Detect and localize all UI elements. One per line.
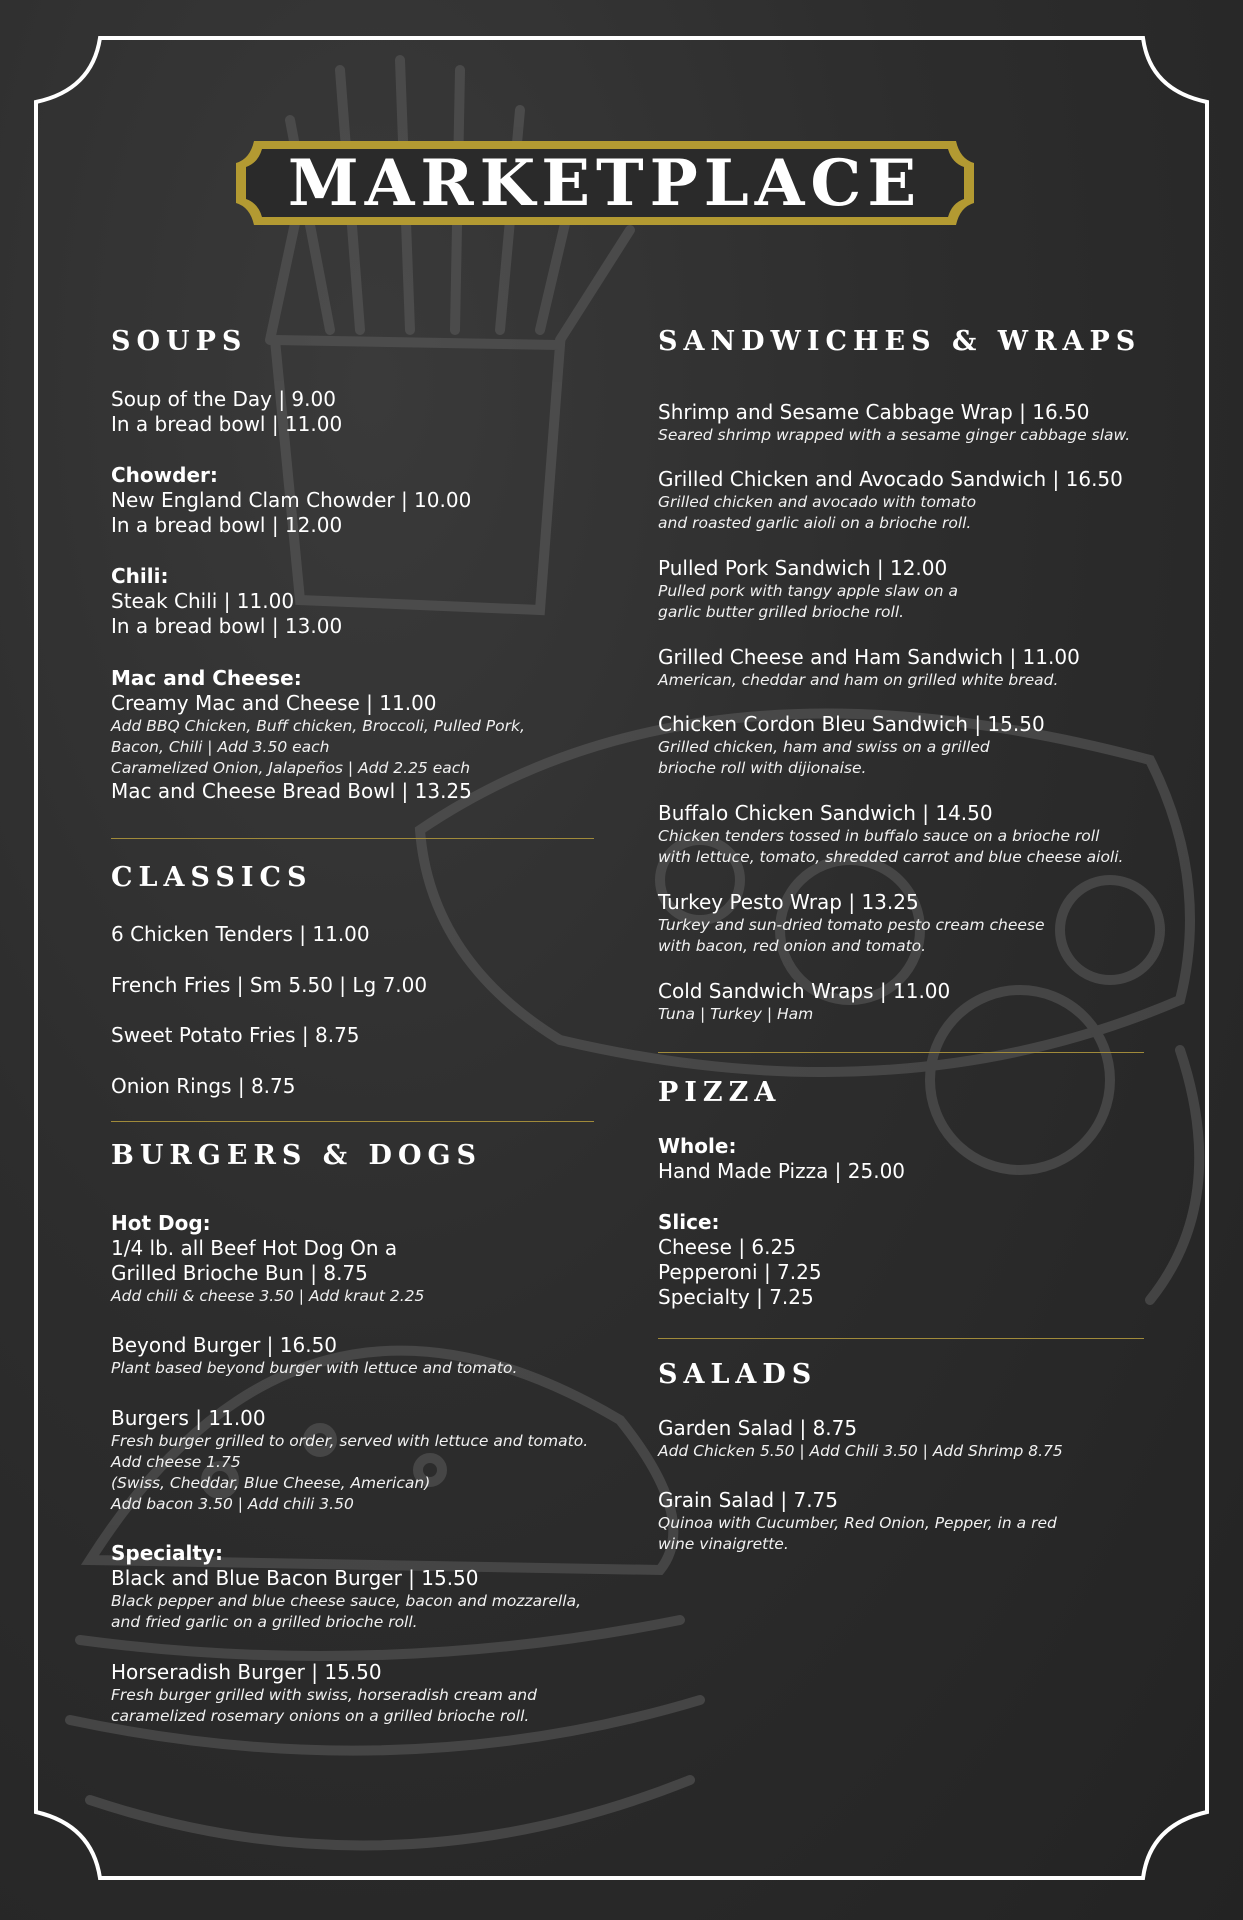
menu-description: Pulled pork with tangy apple slaw on a [658,582,958,600]
menu-line: Onion Rings | 8.75 [111,1074,296,1098]
menu-line: Hand Made Pizza | 25.00 [658,1159,906,1183]
menu-description: caramelized rosemary onions on a grilled brioche roll. [111,1707,530,1725]
classics-item [111,1074,611,1099]
menu-line: Beyond Burger | 16.50 [111,1333,338,1357]
salads-heading: SALADS [658,1359,818,1390]
menu-line: Cheese | 6.25 [658,1235,796,1259]
menu-line: Grilled Cheese and Ham Sandwich | 11.00 [658,645,1080,669]
menu-line: 1/4 lb. all Beef Hot Dog On a [111,1236,398,1260]
menu-line: Pepperoni | 7.25 [658,1260,822,1284]
menu-description: and fried garlic on a grilled brioche roll. [111,1613,418,1631]
chili-item [111,564,611,639]
menu-description: Grilled chicken and avocado with tomato [658,493,977,511]
menu-description: with lettuce, tomato, shredded carrot and blue cheese aioli. [658,848,1124,866]
menu-description: Caramelized Onion, Jalapeños | Add 2.25 each [111,759,471,777]
menu-line: Turkey Pesto Wrap | 13.25 [658,890,919,914]
menu-description: garlic butter grilled brioche roll. [658,603,905,621]
menu-line: Steak Chili | 11.00 [111,589,295,613]
menu-line: Soup of the Day | 9.00 [111,387,336,411]
burgers-heading: BURGERS & DOGS [111,1140,483,1171]
menu-line: Cold Sandwich Wraps | 11.00 [658,979,951,1003]
menu-line: Sweet Potato Fries | 8.75 [111,1023,360,1047]
menu-line: Specialty | 7.25 [658,1285,814,1309]
menu-description: and roasted garlic aioli on a brioche roll. [658,514,972,532]
sandwich-item [658,801,1178,868]
menu-line: In a bread bowl | 13.00 [111,614,343,638]
menu-description: Add Chicken 5.50 | Add Chili 3.50 | Add Shrimp 8.75 [658,1442,1063,1460]
menu-line: Creamy Mac and Cheese | 11.00 [111,691,437,715]
classics-heading: CLASSICS [111,862,313,893]
menu-description: wine vinaigrette. [658,1535,789,1553]
soup-of-day-item [111,387,611,437]
mac-label: Mac and Cheese: [111,666,302,690]
menu-line: In a bread bowl | 12.00 [111,513,343,537]
menu-line: Mac and Cheese Bread Bowl | 13.25 [111,779,472,803]
menu-description: (Swiss, Cheddar, Blue Cheese, American) [111,1474,431,1492]
menu-line: Burgers | 11.00 [111,1406,266,1430]
grain-salad-item [658,1488,1178,1555]
sandwich-item [658,890,1178,957]
sandwich-item [658,712,1178,779]
menu-description: Chicken tenders tossed in buffalo sauce on a brioche roll [658,827,1100,845]
menu-line: Shrimp and Sesame Cabbage Wrap | 16.50 [658,400,1090,424]
menu-line: Buffalo Chicken Sandwich | 14.50 [658,801,993,825]
menu-description: Grilled chicken, ham and swiss on a grilled [658,738,990,756]
menu-description: with bacon, red onion and tomato. [658,937,927,955]
menu-line: Chicken Cordon Bleu Sandwich | 15.50 [658,712,1045,736]
menu-description: Bacon, Chili | Add 3.50 each [111,738,330,756]
menu-description: Tuna | Turkey | Ham [658,1005,814,1023]
beyond-burger-item [111,1333,631,1379]
menu-line: New England Clam Chowder | 10.00 [111,488,472,512]
menu-description: brioche roll with dijionaise. [658,759,867,777]
menu-line: Garden Salad | 8.75 [658,1416,858,1440]
section-divider [658,1052,1144,1053]
menu-description: Black pepper and blue cheese sauce, bacon and mozzarella, [111,1592,582,1610]
chili-label: Chili: [111,564,169,588]
menu-line: Horseradish Burger | 15.50 [111,1660,382,1684]
menu-line: Grain Salad | 7.75 [658,1488,839,1512]
specialty-burger-item [111,1541,631,1633]
sandwiches-heading: SANDWICHES & WRAPS [658,326,1142,357]
menu-line: Grilled Brioche Bun | 8.75 [111,1261,368,1285]
menu-description: Plant based beyond burger with lettuce and tomato. [111,1359,518,1377]
menu-description: American, cheddar and ham on grilled white bread. [658,671,1059,689]
menu-line: Pulled Pork Sandwich | 12.00 [658,556,948,580]
title-banner [232,137,978,229]
slice-label: Slice: [658,1210,720,1234]
menu-description: Add BBQ Chicken, Buff chicken, Broccoli, Pulled Pork, [111,717,525,735]
menu-description: Fresh burger grilled to order, served with lettuce and tomato. [111,1432,589,1450]
menu-line: In a bread bowl | 11.00 [111,412,343,436]
menu-description: Seared shrimp wrapped with a sesame ginger cabbage slaw. [658,426,1131,444]
hot-dog-label: Hot Dog: [111,1211,211,1235]
classics-item [111,922,611,947]
chowder-label: Chowder: [111,463,218,487]
classics-item [111,973,611,998]
sandwich-item [658,645,1178,691]
pizza-whole-item [658,1134,1158,1184]
menu-description: Add bacon 3.50 | Add chili 3.50 [111,1495,354,1513]
section-divider [658,1338,1144,1339]
menu-description: Add cheese 1.75 [111,1453,241,1471]
sandwich-item [658,979,1178,1025]
specialty-label: Specialty: [111,1541,223,1565]
whole-label: Whole: [658,1134,737,1158]
soups-heading: SOUPS [111,326,248,357]
section-divider [111,1121,594,1122]
mac-and-cheese-item [111,666,611,804]
section-divider [111,838,594,839]
menu-line: Black and Blue Bacon Burger | 15.50 [111,1566,479,1590]
menu-line: French Fries | Sm 5.50 | Lg 7.00 [111,973,428,997]
menu-description: Quinoa with Cucumber, Red Onion, Pepper, in a red [658,1514,1057,1532]
sandwich-item [658,467,1178,534]
page-title: MARKETPLACE [287,145,923,221]
classics-item [111,1023,611,1048]
menu-description: Fresh burger grilled with swiss, horseradish cream and [111,1686,537,1704]
menu-description: Turkey and sun-dried tomato pesto cream cheese [658,916,1045,934]
sandwich-item [658,400,1178,446]
pizza-slice-item [658,1210,1158,1310]
menu-line: Grilled Chicken and Avocado Sandwich | 16.50 [658,467,1123,491]
pizza-heading: PIZZA [658,1077,782,1108]
menu-line: 6 Chicken Tenders | 11.00 [111,922,370,946]
hot-dog-item [111,1211,631,1307]
garden-salad-item [658,1416,1178,1462]
chowder-item [111,463,611,538]
sandwich-item [658,556,1178,623]
menu-description: Add chili & cheese 3.50 | Add kraut 2.25 [111,1287,425,1305]
horseradish-burger-item [111,1660,631,1727]
burgers-item [111,1406,631,1515]
